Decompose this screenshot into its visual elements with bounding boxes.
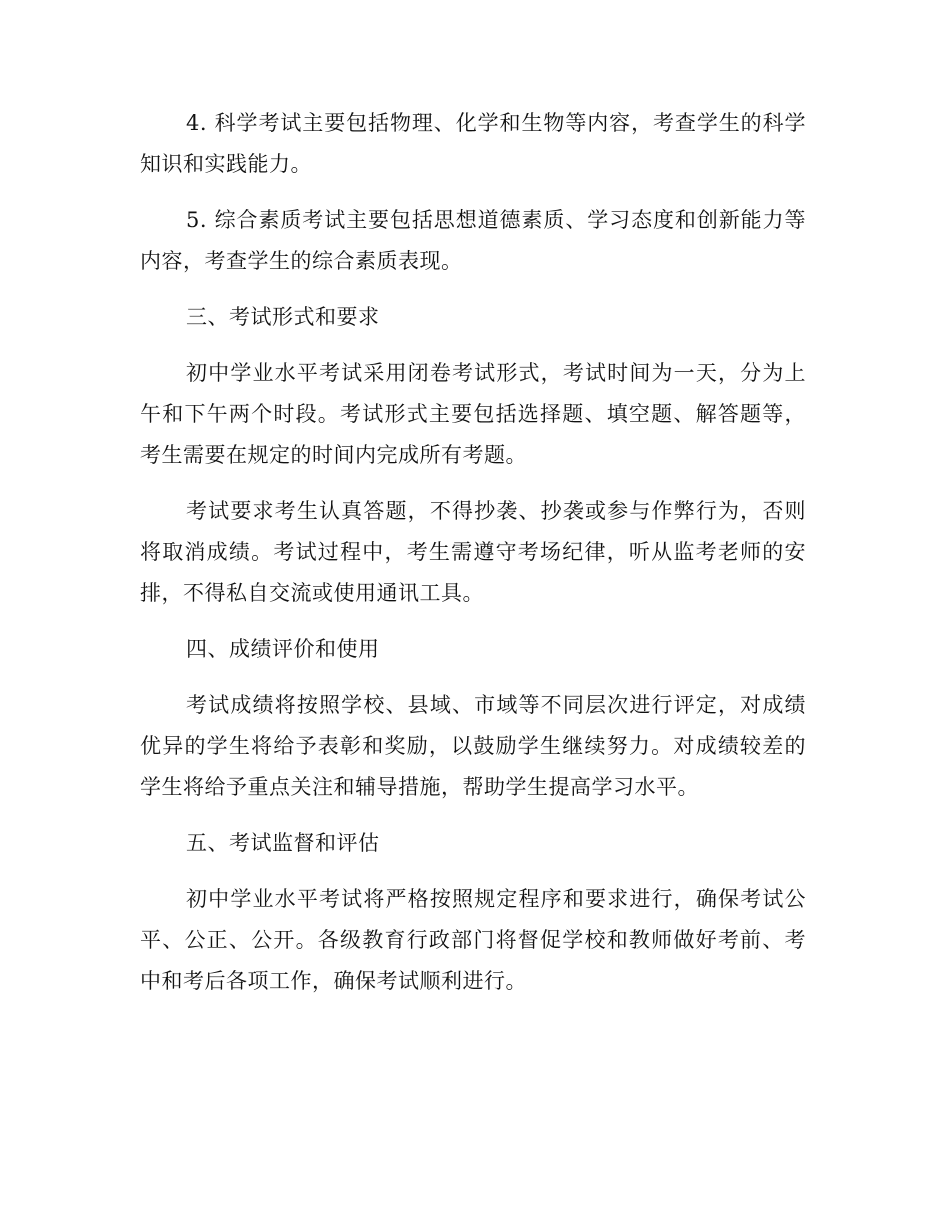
paragraph-comprehensive-exam: 5. 综合素质考试主要包括思想道德素质、学习态度和创新能力等内容，考查学生的综合素质表现。 xyxy=(140,208,806,273)
paragraph-exam-supervision: 初中学业水平考试将严格按照规定程序和要求进行，确保考试公平、公正、公开。各级教育行政部门将督促学校和教师做好考前、考中和考后各项工作，确保考试顺利进行。 xyxy=(140,887,806,993)
paragraph-exam-format: 初中学业水平考试采用闭卷考试形式，考试时间为一天，分为上午和下午两个时段。考试形式主要包括选择题、填空题、解答题等，考生需要在规定的时间内完成所有考题。 xyxy=(140,361,806,467)
paragraph-score-evaluation: 考试成绩将按照学校、县域、市域等不同层次进行评定，对成绩优异的学生将给予表彰和奖励，以鼓励学生继续努力。对成绩较差的学生将给予重点关注和辅导措施，帮助学生提高学习水平。 xyxy=(140,693,806,799)
section-heading-exam-supervision: 五、考试监督和评估 xyxy=(186,831,380,855)
section-heading-score-evaluation: 四、成绩评价和使用 xyxy=(186,637,380,661)
paragraph-exam-requirements: 考试要求考生认真答题，不得抄袭、抄袭或参与作弊行为，否则将取消成绩。考试过程中，考生需遵守考场纪律，听从监考老师的安排，不得私自交流或使用通讯工具。 xyxy=(140,499,806,605)
document-body xyxy=(140,103,806,1002)
paragraph-science-exam: 4. 科学考试主要包括物理、化学和生物等内容，考查学生的科学知识和实践能力。 xyxy=(140,111,806,176)
section-heading-exam-format: 三、考试形式和要求 xyxy=(186,305,380,329)
